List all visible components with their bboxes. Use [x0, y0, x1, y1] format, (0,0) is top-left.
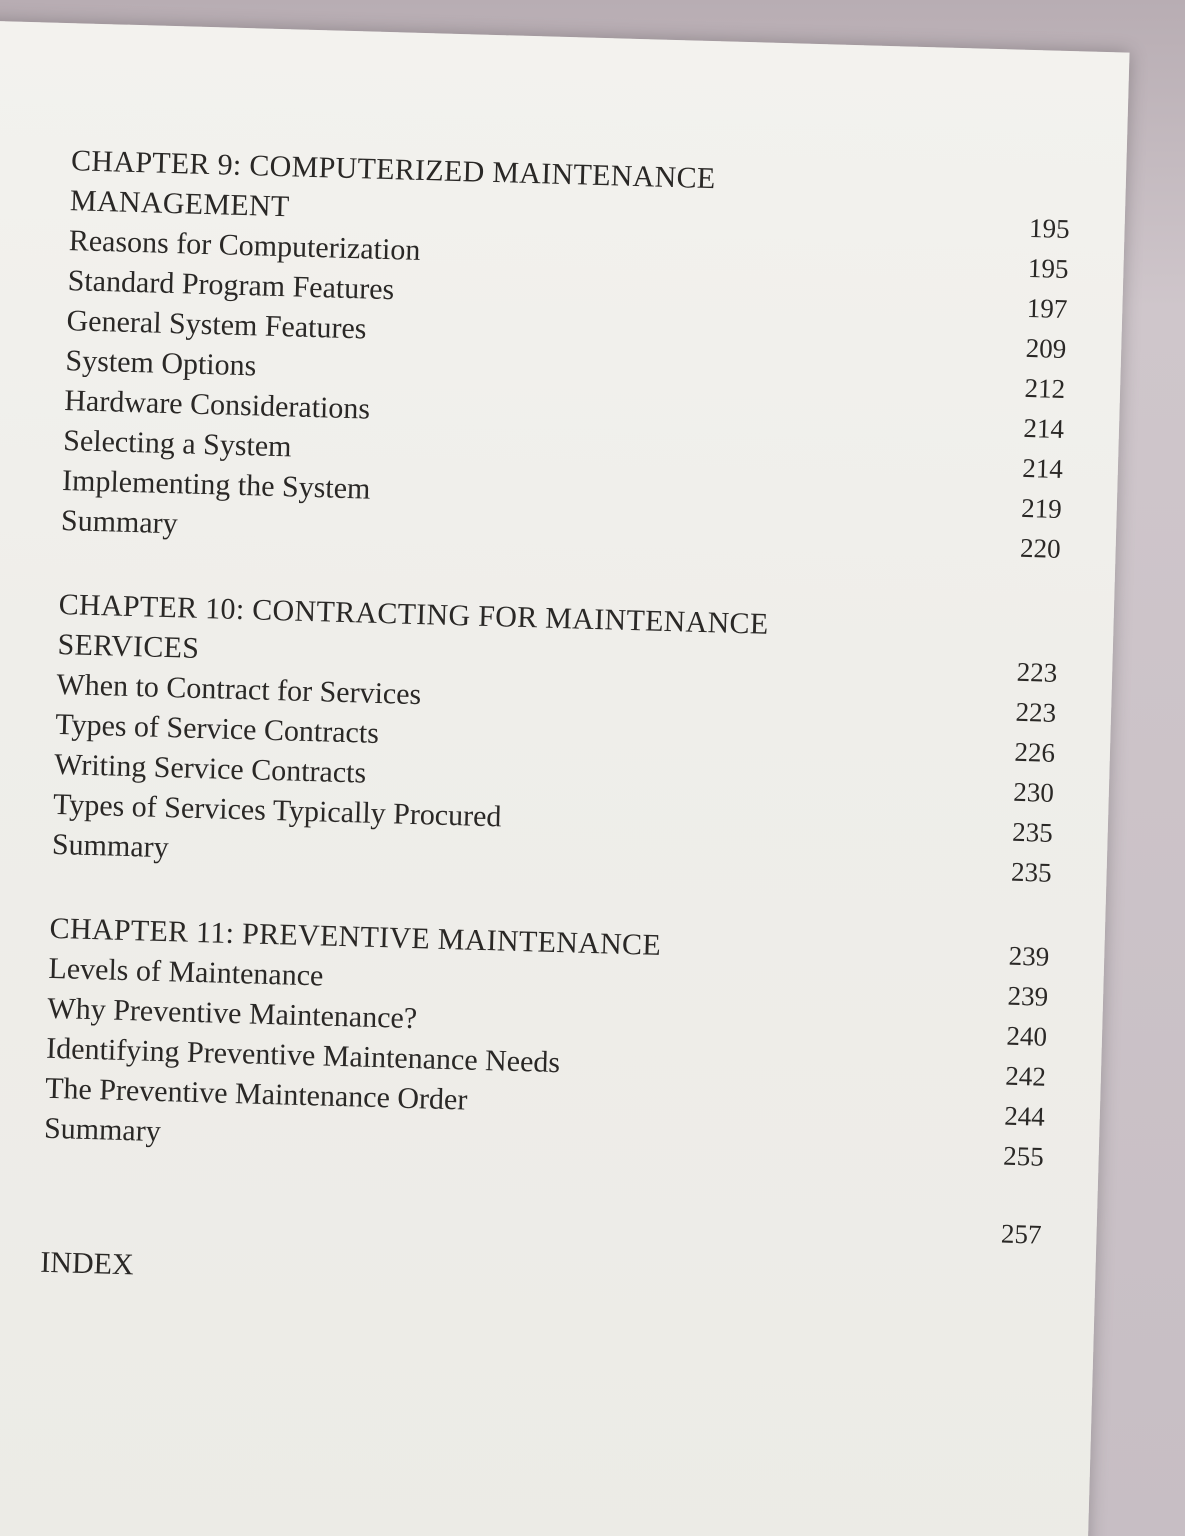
toc-entry-label: Types of Service Contracts	[54, 707, 380, 750]
toc-entry-page: 242	[1005, 1060, 1047, 1092]
toc-entry-page: 214	[1023, 412, 1065, 444]
toc-entry-label: The Preventive Maintenance Order	[44, 1071, 468, 1117]
toc-entry-label: Reasons for Computerization	[68, 224, 421, 267]
chapter-title: CHAPTER 11: PREVENTIVE MAINTENANCE	[49, 911, 662, 962]
toc-entry-page: 219	[1020, 492, 1063, 524]
toc-entry-page: 239	[1007, 980, 1049, 1012]
toc-entry-page: 223	[1015, 696, 1057, 728]
book-page	[0, 20, 1130, 1536]
index-page-number: 257	[1000, 1218, 1042, 1250]
toc-entry-label: When to Contract for Services	[56, 667, 422, 712]
toc-entry-label: Summary	[51, 827, 170, 865]
toc-entry-label: Implementing the System	[61, 464, 371, 506]
table-of-contents	[40, 141, 1071, 1310]
toc-entry-label: System Options	[65, 344, 257, 383]
chapter-page-number: 195	[1028, 212, 1071, 245]
toc-entry-label: Levels of Maintenance	[48, 951, 324, 993]
toc-entry-label: Summary	[60, 504, 179, 541]
toc-entry-page: 255	[1002, 1140, 1045, 1172]
toc-entry-label: Summary	[43, 1111, 162, 1149]
toc-entry-label: Why Preventive Maintenance?	[46, 991, 418, 1036]
toc-entry-page: 240	[1006, 1020, 1048, 1052]
toc-entry-label: Standard Program Features	[67, 264, 395, 307]
chapter-9	[60, 141, 1071, 569]
chapter-page-number: 223	[1016, 656, 1058, 688]
toc-entry-label: Hardware Considerations	[63, 384, 371, 426]
chapter-title: CHAPTER 10: CONTRACTING FOR MAINTENANCE SERVICES	[57, 587, 769, 665]
toc-entry-page: 195	[1027, 252, 1069, 285]
toc-entry-label: Selecting a System	[62, 424, 292, 464]
toc-entry-page: 226	[1014, 736, 1056, 768]
toc-entry-page: 214	[1021, 452, 1064, 484]
toc-entry-page: 244	[1003, 1100, 1046, 1132]
toc-entry-label: Writing Service Contracts	[53, 747, 367, 790]
toc-entry-page: 235	[1010, 856, 1053, 888]
chapter-10	[51, 585, 1058, 893]
toc-entry-page: 209	[1025, 332, 1067, 365]
toc-entry-label: Types of Services Typically Procured	[52, 787, 502, 834]
toc-entry-page: 212	[1024, 372, 1066, 404]
chapter-page-number: 239	[1008, 940, 1050, 972]
toc-entry-label: General System Features	[66, 304, 367, 346]
toc-entry-label: Identifying Preventive Maintenance Needs	[45, 1031, 561, 1080]
toc-entry-page: 230	[1012, 776, 1055, 808]
toc-entry-page: 235	[1011, 816, 1054, 848]
index-page-row	[42, 1187, 1043, 1249]
chapter-title: CHAPTER 9: COMPUTERIZED MAINTENANCE MANAGEMENT	[69, 144, 716, 224]
toc-entry-page: 220	[1019, 532, 1062, 564]
toc-entry-page: 197	[1026, 292, 1068, 325]
chapter-11	[44, 909, 1050, 1177]
index-label: INDEX	[39, 1245, 135, 1282]
